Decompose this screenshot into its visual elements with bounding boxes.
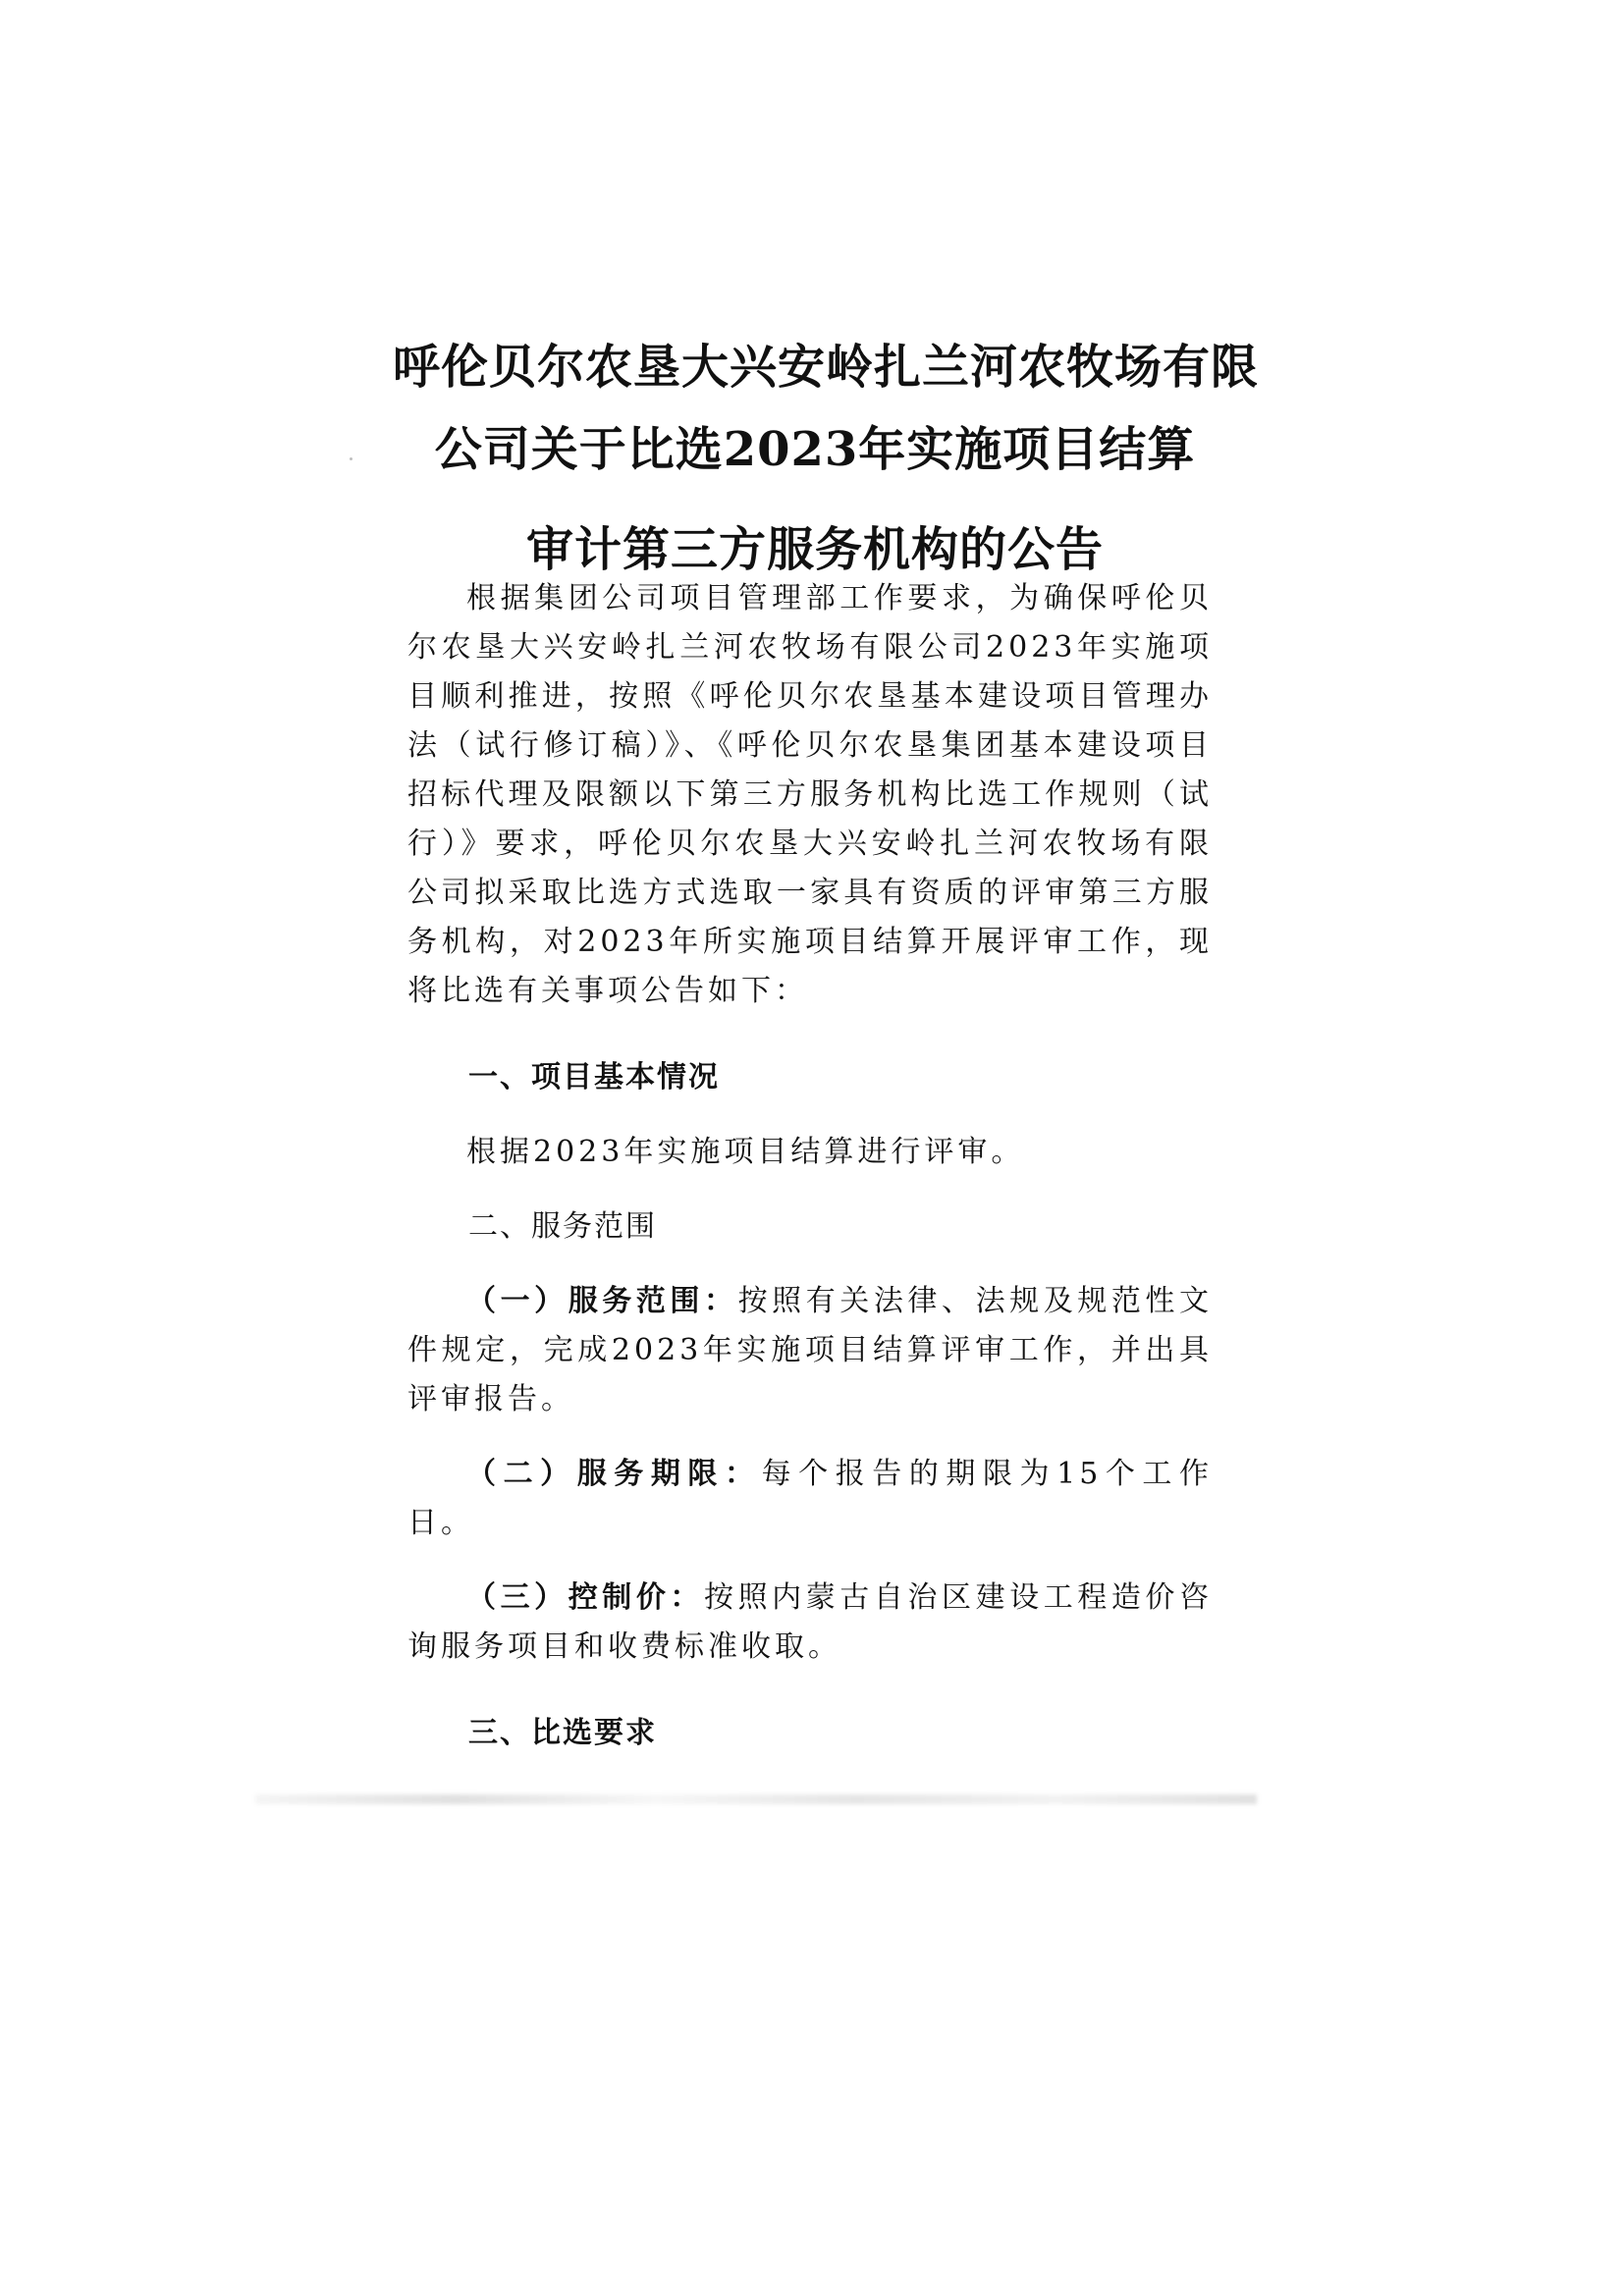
document-title	[393, 340, 1260, 595]
scan-speck	[350, 457, 352, 460]
control-price-label: （三）控制价：	[466, 1580, 704, 1615]
title-line-1: 呼伦贝尔农垦大兴安岭扎兰河农牧场有限	[393, 340, 1260, 395]
section-1-heading: 一、项目基本情况	[468, 1060, 720, 1095]
service-period-text: 每个报告的期限为15个工作日。	[407, 1457, 1213, 1540]
document-body	[407, 574, 1213, 1758]
control-price-text: 按照内蒙古自治区建设工程造价咨询服务项目和收费标准收取。	[407, 1580, 1213, 1664]
service-scope-label: （一）服务范围：	[466, 1284, 738, 1318]
section-2-heading: 二、服务范围	[468, 1209, 657, 1244]
intro-paragraph: 根据集团公司项目管理部工作要求，为确保呼伦贝尔农垦大兴安岭扎兰河农牧场有限公司2023年实施项目顺利推进，按照《呼伦贝尔农垦基本建设项目管理办法（试行修订稿）》、《呼伦贝尔农垦集团基本建设项目招标代理及限额以下第三方服务机构比选工作规则（试行）》要求，呼伦贝尔农垦大兴安岭扎兰河农牧场有限公司拟采取比选方式选取一家具有资质的评审第三方服务机构，对2023年所实施项目结算开展评审工作，现将比选有关事项公告如下：	[407, 581, 1213, 1008]
section-3-heading: 三、比选要求	[468, 1716, 657, 1750]
scan-artifact-line	[255, 1794, 1257, 1804]
service-scope-text: 按照有关法律、法规及规范性文件规定，完成2023年实施项目结算评审工作，并出具评审报告。	[407, 1284, 1214, 1416]
service-period-label: （二）服务期限：	[466, 1457, 762, 1491]
title-line-2: 公司关于比选2023年实施项目结算	[434, 422, 1196, 477]
section-1-text: 根据2023年实施项目结算进行评审。	[466, 1135, 1025, 1169]
control-price-item	[407, 1574, 1213, 1672]
title-line-3: 审计第三方服务机构的公告	[525, 522, 1104, 577]
service-scope-item	[407, 1277, 1213, 1424]
service-period-item	[407, 1450, 1213, 1548]
